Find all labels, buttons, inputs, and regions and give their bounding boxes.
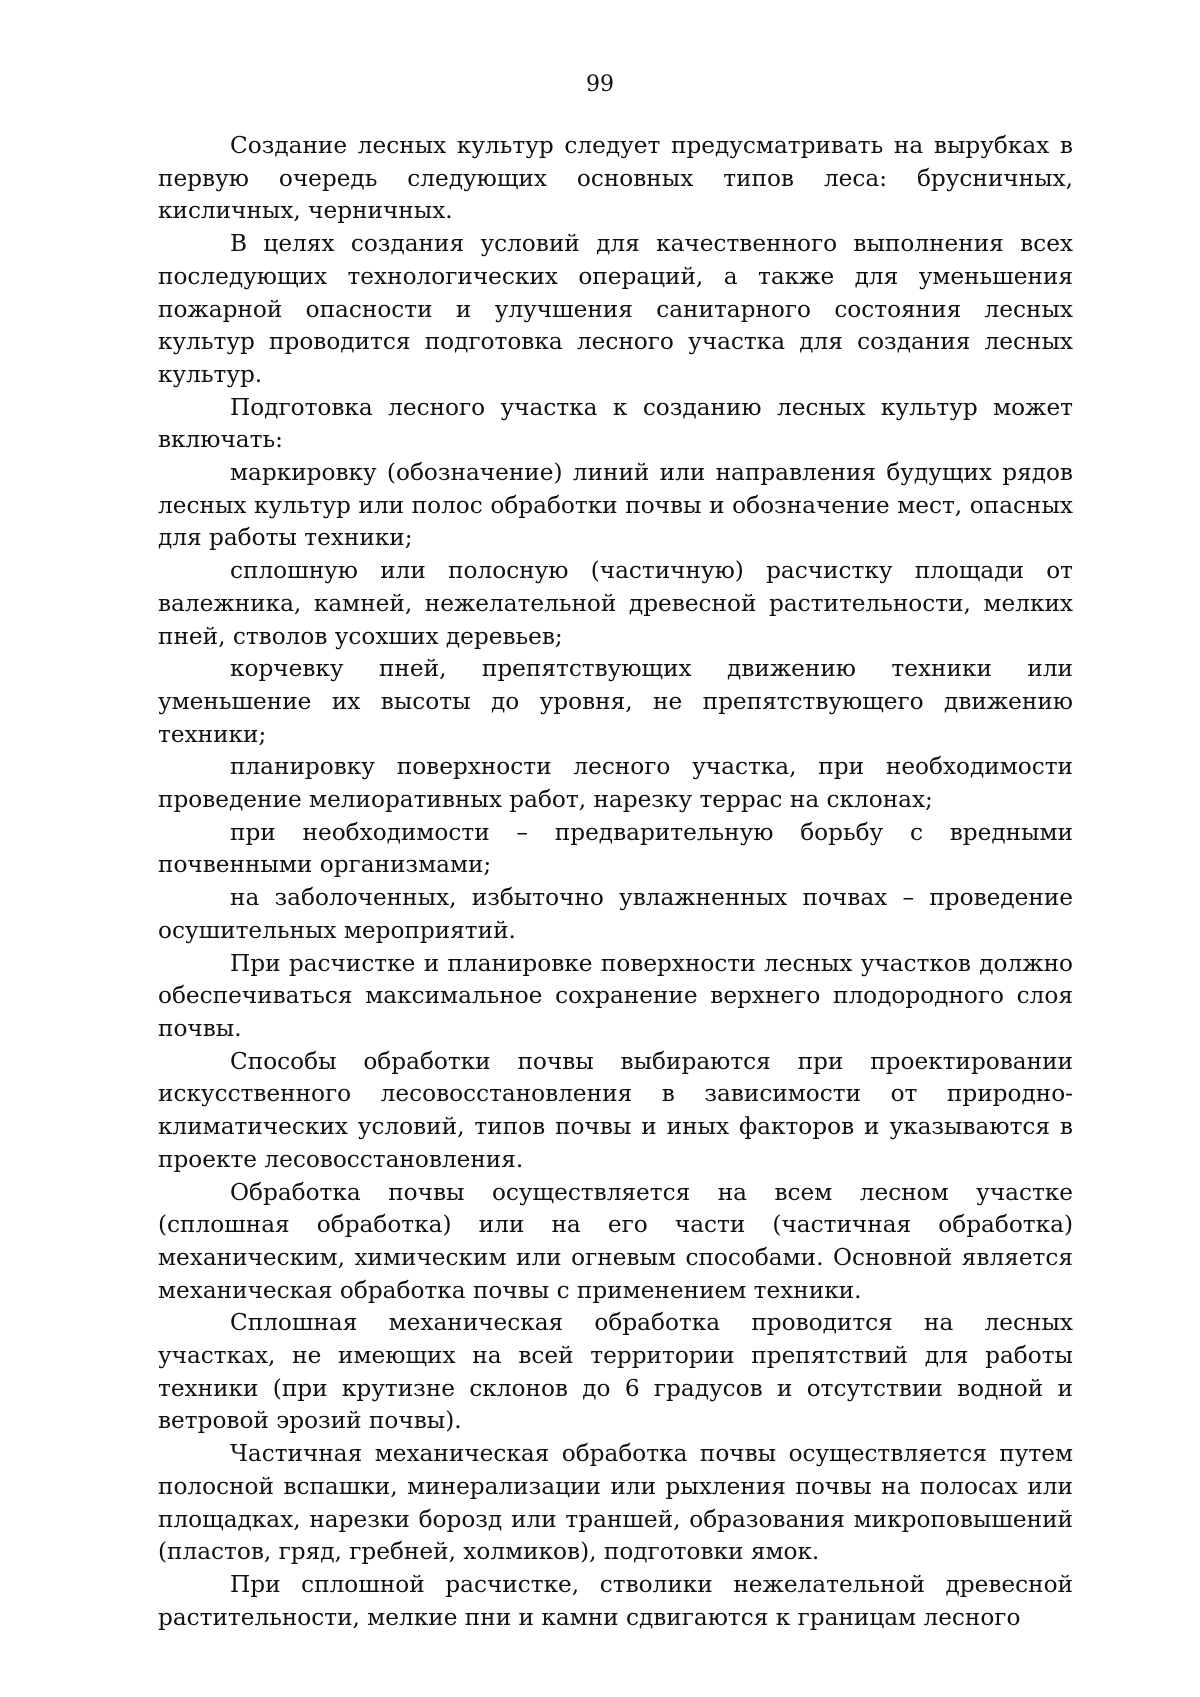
paragraph: Частичная механическая обработка почвы осуществляется путем полосной вспашки, минерализации или рыхления почвы на полосах или площадках, нарезки борозд или траншей, образования микроповышений (пластов, гряд, гребней, холмиков), подготовки ямок.: [158, 1440, 1073, 1566]
list-item: на заболоченных, избыточно увлажненных почвах – проведение осушительных мероприятий.: [158, 884, 1073, 944]
list-item: маркировку (обозначение) линий или направления будущих рядов лесных культур или полос обработки почвы и обозначение мест, опасных для работы техники;: [158, 459, 1073, 552]
page-number: 99: [586, 72, 614, 97]
list-item: при необходимости – предварительную борьбу с вредными почвенными организмами;: [158, 818, 1073, 879]
body-text: [158, 130, 1073, 1634]
paragraph: Способы обработки почвы выбираются при проектировании искусственного лесовосстановления в зависимости от природно-климатических условий, типов почвы и иных факторов и указываются в проекте лесовосстановления.: [158, 1047, 1073, 1173]
paragraph: При расчистке и планировке поверхности лесных участков должно обеспечиваться максимальное сохранение верхнего плодородного слоя почвы.: [158, 949, 1073, 1042]
paragraph: Обработка почвы осуществляется на всем лесном участке (сплошная обработка) или на его части (частичная обработка) механическим, химическим или огневым способами. Основной является механическая обработка почвы с применением техники.: [158, 1178, 1073, 1304]
paragraph: Подготовка лесного участка к созданию лесных культур может включать:: [158, 393, 1073, 454]
list-item: корчевку пней, препятствующих движению техники или уменьшение их высоты до уровня, не препятствующего движению техники;: [158, 655, 1073, 748]
list-item: сплошную или полосную (частичную) расчистку площади от валежника, камней, нежелательной древесной растительности, мелких пней, стволов усохших деревьев;: [158, 557, 1073, 650]
paragraph: Сплошная механическая обработка проводится на лесных участках, не имеющих на всей территории препятствий для работы техники (при крутизне склонов до 6 градусов и отсутствии водной и ветровой эрозий почвы).: [158, 1309, 1073, 1435]
paragraph: Создание лесных культур следует предусматривать на вырубках в первую очередь следующих основных типов леса: брусничных, кисличных, черничных.: [158, 132, 1073, 225]
paragraph: При сплошной расчистке, стволики нежелательной древесной растительности, мелкие пни и камни сдвигаются к границам лесного: [158, 1570, 1073, 1631]
list-item: планировку поверхности лесного участка, при необходимости проведение мелиоративных работ, нарезку террас на склонах;: [158, 753, 1073, 814]
paragraph: В целях создания условий для качественного выполнения всех последующих технологических операций, а также для уменьшения пожарной опасности и улучшения санитарного состояния лесных культур проводится подготовка лесного участка для создания лесных культур.: [158, 230, 1073, 388]
